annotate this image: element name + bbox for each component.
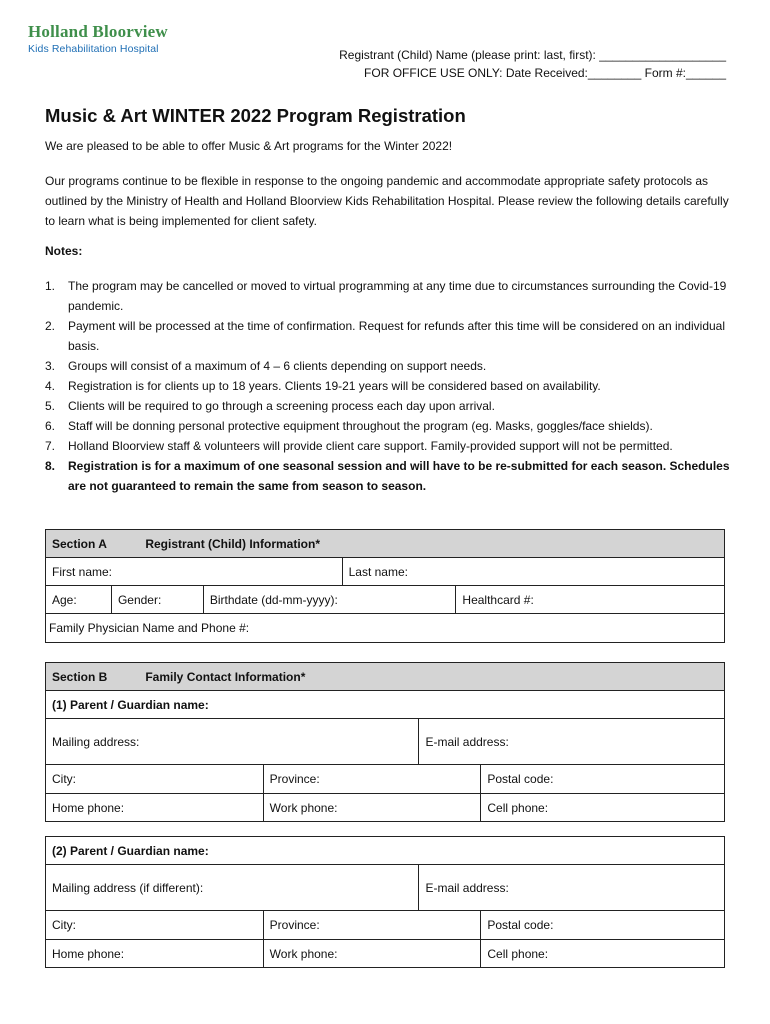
- note-item: [45, 456, 735, 496]
- note-item: [45, 436, 735, 456]
- guardian-2-cell-phone-field[interactable]: Cell phone:: [481, 940, 725, 968]
- guardian-2-postal-code-field[interactable]: Postal code:: [481, 911, 725, 940]
- page-title: Music & Art WINTER 2022 Program Registration: [45, 105, 466, 126]
- notes-label: Notes:: [45, 244, 83, 258]
- note-item: [45, 276, 735, 316]
- note-text: Groups will consist of a maximum of 4 – 6 clients depending on support needs.: [68, 359, 487, 373]
- guardian-1-province-field[interactable]: Province:: [263, 765, 481, 794]
- age-field[interactable]: Age:: [46, 586, 112, 614]
- guardian-1-name-field[interactable]: (1) Parent / Guardian name:: [46, 691, 725, 719]
- section-b-header: [46, 663, 725, 691]
- guardian-2-work-phone-field[interactable]: Work phone:: [263, 940, 481, 968]
- gender-field[interactable]: Gender:: [111, 586, 203, 614]
- family-physician-field[interactable]: Family Physician Name and Phone #:: [46, 614, 725, 643]
- section-b-table: [45, 662, 725, 822]
- note-number: 4.: [45, 379, 56, 393]
- note-number: 3.: [45, 359, 56, 373]
- guardian-1-work-phone-field[interactable]: Work phone:: [263, 794, 481, 822]
- hospital-logo: [28, 22, 168, 55]
- section-b-title: Family Contact Information*: [145, 669, 306, 684]
- guardian-2-table: [45, 836, 725, 968]
- note-number: 7.: [45, 439, 56, 453]
- intro-text: We are pleased to be able to offer Music & Art programs for the Winter 2022!: [45, 139, 453, 153]
- note-text: Staff will be donning personal protective equipment throughout the program (eg. Masks, goggles/face shields).: [68, 419, 653, 433]
- section-a-table: [45, 529, 725, 643]
- guardian-2-city-field[interactable]: City:: [46, 911, 264, 940]
- section-a-header: [46, 530, 725, 558]
- note-text: Clients will be required to go through a screening process each day upon arrival.: [68, 399, 495, 413]
- first-name-field[interactable]: First name:: [46, 558, 343, 586]
- logo-name: Holland Bloorview: [28, 22, 168, 41]
- guardian-1-email-field[interactable]: E-mail address:: [419, 719, 725, 765]
- last-name-field[interactable]: Last name:: [342, 558, 724, 586]
- guardian-2-home-phone-field[interactable]: Home phone:: [46, 940, 264, 968]
- guardian-1-home-phone-field[interactable]: Home phone:: [46, 794, 264, 822]
- note-item: [45, 356, 735, 376]
- note-item: [45, 396, 735, 416]
- note-item: [45, 416, 735, 436]
- note-text: Holland Bloorview staff & volunteers will provide client care support. Family-provided support will not be permitted.: [68, 439, 673, 453]
- notes-list: [45, 276, 735, 496]
- logo-subtitle: Kids Rehabilitation Hospital: [28, 43, 159, 55]
- note-number: 1.: [45, 279, 56, 293]
- healthcard-field[interactable]: Healthcard #:: [456, 586, 725, 614]
- header-office-block: [339, 46, 726, 82]
- guardian-1-mailing-address-field[interactable]: Mailing address:: [46, 719, 419, 765]
- note-number: 2.: [45, 319, 56, 333]
- guardian-2-name-field[interactable]: (2) Parent / Guardian name:: [46, 837, 725, 865]
- section-a-title: Registrant (Child) Information*: [145, 536, 321, 551]
- guardian-1-postal-code-field[interactable]: Postal code:: [481, 765, 725, 794]
- note-item: [45, 376, 735, 396]
- guardian-1-cell-phone-field[interactable]: Cell phone:: [481, 794, 725, 822]
- note-text: Registration is for a maximum of one seasonal session and will have to be re-submitted for each season. Schedules are not guaranteed to remain the same from season to season.: [68, 459, 730, 493]
- birthdate-field[interactable]: Birthdate (dd-mm-yyyy):: [203, 586, 456, 614]
- note-text: The program may be cancelled or moved to virtual programming at any time due to circumstances surrounding the Covid-19 pandemic.: [68, 279, 727, 313]
- note-number: 6.: [45, 419, 56, 433]
- note-item: [45, 316, 735, 356]
- guardian-1-city-field[interactable]: City:: [46, 765, 264, 794]
- section-b-label: Section B: [52, 669, 108, 684]
- guardian-2-province-field[interactable]: Province:: [263, 911, 481, 940]
- note-text: Registration is for clients up to 18 years. Clients 19-21 years will be considered based on availability.: [68, 379, 601, 393]
- guardian-2-email-field[interactable]: E-mail address:: [419, 865, 725, 911]
- office-use-line: FOR OFFICE USE ONLY: Date Received:________ Form #:______: [364, 66, 726, 80]
- registrant-name-line: Registrant (Child) Name (please print: last, first): ___________________: [339, 48, 726, 62]
- section-a-label: Section A: [52, 536, 107, 551]
- note-number: 8.: [45, 459, 56, 473]
- note-number: 5.: [45, 399, 56, 413]
- note-text: Payment will be processed at the time of confirmation. Request for refunds after this time will be considered on an individual basis.: [68, 319, 725, 353]
- safety-paragraph: Our programs continue to be flexible in response to the ongoing pandemic and accommodate appropriate safety protocols as outlined by the Ministry of Health and Holland Bloorview Kids Rehabilitation Hospital. Please review the following details carefully to learn what is being implemented for client safety.: [45, 174, 729, 228]
- guardian-2-mailing-address-field[interactable]: Mailing address (if different):: [46, 865, 419, 911]
